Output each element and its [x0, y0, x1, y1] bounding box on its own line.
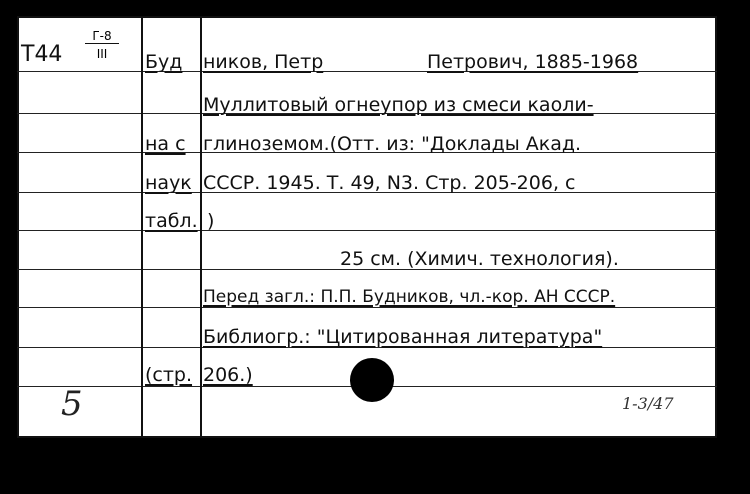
title-line-3-left: наук	[145, 172, 192, 194]
author-heading-name: ников, Петр	[203, 51, 324, 73]
title-line-2: глиноземом.(Отт. из: "Доклады Акад.	[203, 133, 582, 155]
note-pages: 206.)	[203, 364, 253, 386]
card-number-mark: 5	[61, 384, 83, 424]
note-bibliography: Библиогр.: "Цитированная литература"	[203, 326, 603, 348]
classmark-denominator: III	[96, 47, 108, 61]
author-heading-patronymic-dates: Петрович, 1885-1968	[427, 51, 639, 73]
note-pages-left: (стр.	[145, 364, 193, 386]
title-line-3: СССР. 1945. Т. 49, N3. Стр. 205-206, с	[203, 172, 576, 194]
card-margin-line	[141, 16, 143, 438]
author-heading-left: Буд	[145, 51, 183, 73]
card-rule	[17, 230, 717, 231]
title-line-4-left: табл.	[145, 210, 198, 232]
card-punch-hole	[350, 358, 394, 402]
catalog-card	[17, 16, 717, 438]
card-rule	[17, 307, 717, 308]
card-margin-line	[200, 16, 202, 438]
classmark-numerator: Г-8	[85, 29, 119, 44]
note-authorship: Перед загл.: П.П. Будников, чл.-кор. АН СССР.	[203, 287, 616, 307]
physical-description: 25 см. (Химич. технология).	[340, 248, 619, 270]
title-line-2-left: на с	[145, 133, 186, 155]
classmark: T44	[21, 42, 63, 67]
title-line-4: )	[207, 210, 215, 232]
title-line-1: Муллитовый огнеупор из смеси каоли-	[203, 94, 594, 116]
handwritten-code: 1-3/47	[622, 394, 674, 413]
